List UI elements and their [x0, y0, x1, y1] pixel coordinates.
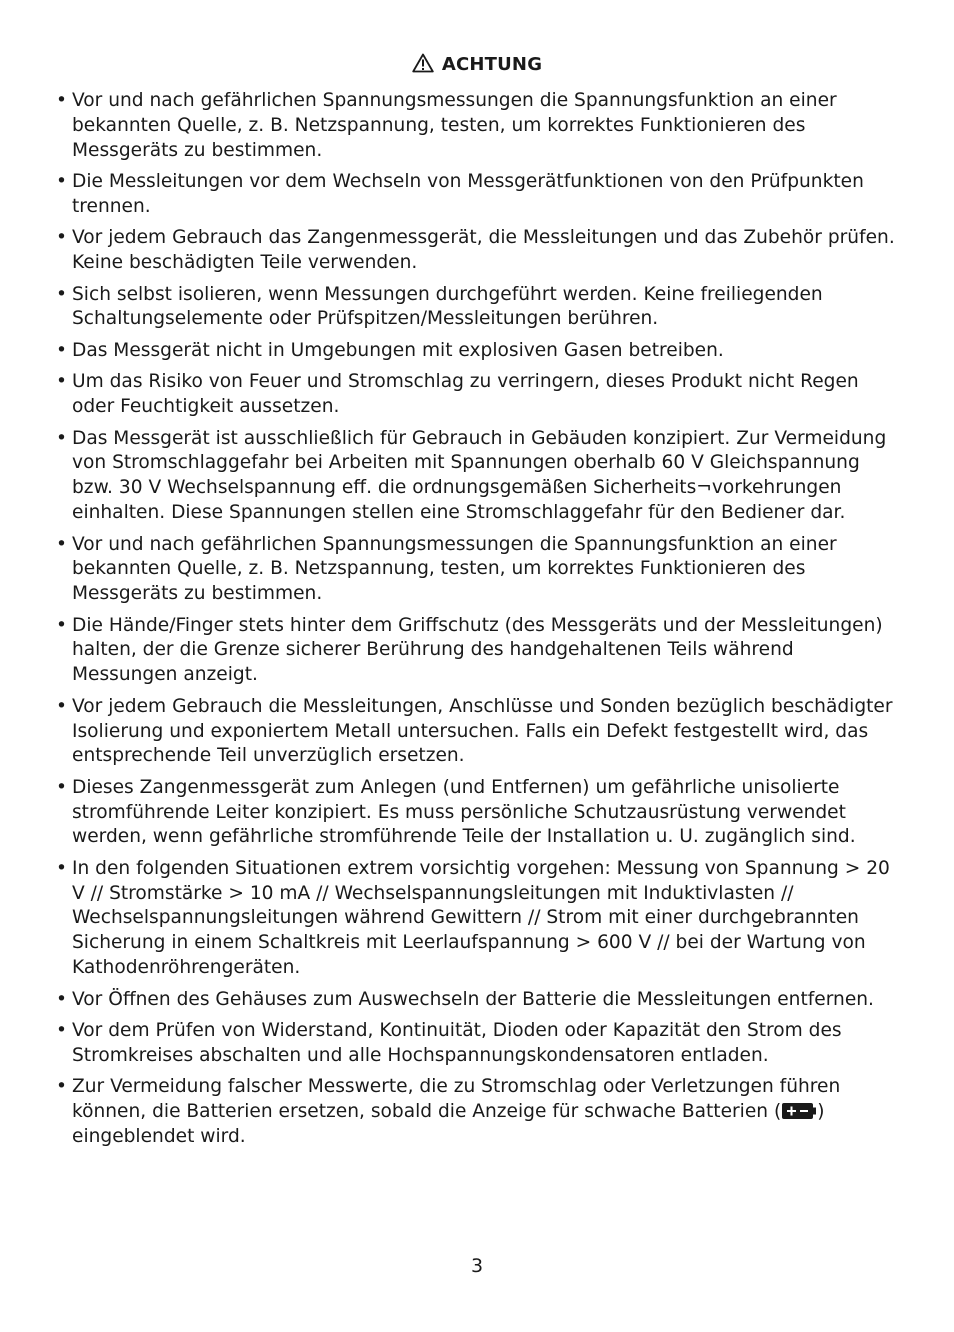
- list-item: [56, 226, 901, 276]
- list-item: [56, 370, 901, 420]
- bullet: •: [56, 1076, 67, 1098]
- bullet: •: [56, 533, 67, 555]
- list-item-text: Um das Risiko von Feuer und Stromschlag zu verringern, dieses Produkt nicht Regen oder Feuchtigkeit aussetzen.: [72, 371, 859, 418]
- low-battery-icon: [782, 1102, 816, 1120]
- list-item-text-end: ) eingeblendet wird.: [72, 1101, 825, 1147]
- bullet: •: [56, 695, 67, 717]
- list-item-text: Vor jedem Gebrauch das Zangenmessgerät, die Messleitungen und das Zubehör prüfen. Keine beschädigten Teile verwenden.: [72, 227, 895, 274]
- list-item: [56, 988, 901, 1013]
- list-item-text: In den folgenden Situationen extrem vorsichtig vorgehen: Messung von Spannung > 20 V // Stromstärke > 10 mA // Wechselspannungsleitungen mit Induktivlasten // Wechselspannungsleitungen während Gewittern // Strom mit einer durchgebrannten Sicherung in einem Schaltkreis mit Leerlaufspannung > 600 V // bei der Wartung von Kathodenröhrengeräten.: [72, 857, 890, 979]
- warning-triangle-icon: [412, 53, 434, 81]
- list-item: [56, 427, 901, 526]
- list-item: [56, 533, 901, 607]
- list-item-text: Vor dem Prüfen von Widerstand, Kontinuität, Dioden oder Kapazität den Strom des Stromkreises abschalten und alle Hochspannungskondensatoren entladen.: [72, 1020, 842, 1066]
- bullet: •: [56, 371, 67, 393]
- list-item-text: Das Messgerät nicht in Umgebungen mit explosiven Gasen betreiben.: [72, 339, 724, 361]
- bullet: •: [56, 339, 67, 361]
- bullet: •: [56, 776, 67, 798]
- list-item-battery: [56, 1075, 901, 1149]
- bullet: •: [56, 283, 67, 305]
- list-item-text: Sich selbst isolieren, wenn Messungen durchgeführt werden. Keine freiliegenden Schaltungselemente oder Prüfspitzen/Messleitungen berühren.: [72, 283, 823, 330]
- warning-heading-text: ACHTUNG: [441, 54, 543, 75]
- list-item-text: Das Messgerät ist ausschließlich für Gebrauch in Gebäuden konzipiert. Zur Vermeidung von Stromschlaggefahr bei Arbeiten mit Spannungen oberhalb 60 V Gleichspannung bzw. 30 V Wechselspannung eff. die ordnungsgemäßen Sicherheits¬vorkehrungen einhalten. Diese Spannungen stellen eine Stromschlaggefahr für den Bediener dar.: [72, 427, 887, 524]
- list-item-text: Vor jedem Gebrauch die Messleitungen, Anschlüsse und Sonden bezüglich beschädigter Isolierung und exponiertem Metall untersuchen. Falls ein Defekt festgestellt wird, das entsprechende Teil unverzüglich ersetzen.: [72, 695, 893, 767]
- list-item: [56, 776, 901, 850]
- list-item: [56, 339, 901, 364]
- list-item: [56, 170, 901, 220]
- bullet: •: [56, 1020, 67, 1042]
- list-item-text: Die Messleitungen vor dem Wechseln von Messgerätfunktionen von den Prüfpunkten trennen.: [72, 171, 864, 217]
- warning-heading: [0, 52, 954, 81]
- bullet: •: [56, 427, 67, 449]
- list-item: [56, 695, 901, 769]
- bullet: •: [56, 90, 67, 111]
- bullet: •: [56, 614, 67, 636]
- list-item-text: Dieses Zangenmessgerät zum Anlegen (und Entfernen) um gefährliche unisolierte stromführende Leiter konzipiert. Es muss persönliche Schutzausrüstung verwendet werden, wenn gefährliche stromführende Teile der Installation u. U. zugänglich sind.: [72, 776, 856, 848]
- bullet: •: [56, 857, 67, 879]
- list-item: [56, 857, 901, 981]
- bullet: •: [56, 171, 67, 193]
- list-item: [56, 283, 901, 333]
- bullet: •: [56, 988, 67, 1010]
- list-item: [56, 1019, 901, 1069]
- bullet: •: [56, 227, 67, 249]
- list-item-text: Zur Vermeidung falscher Messwerte, die zu Stromschlag oder Verletzungen führen können, die Batterien ersetzen, sobald die Anzeige für schwache Batterien (: [72, 1076, 841, 1123]
- list-item-text: Vor und nach gefährlichen Spannungsmessungen die Spannungsfunktion an einer bekannten Quelle, z. B. Netzspannung, testen, um korrektes Funktionieren des Messgeräts zu bestimmen.: [72, 533, 837, 605]
- warning-list: [56, 89, 901, 1156]
- list-item: [56, 89, 901, 163]
- list-item-text: Vor und nach gefährlichen Spannungsmessungen die Spannungsfunktion an einer bekannten Quelle, z. B. Netzspannung, testen, um korrektes Funktionieren des Messgeräts zu bestimmen.: [72, 90, 837, 161]
- page-number: 3: [470, 1255, 484, 1277]
- list-item: [56, 614, 901, 688]
- list-item-text: Die Hände/Finger stets hinter dem Griffschutz (des Messgeräts und der Messleitungen) halten, der die Grenze sicherer Berührung des handgehaltenen Teils während Messungen anzeigt.: [72, 614, 883, 686]
- list-item-text: Vor Öffnen des Gehäuses zum Auswechseln der Batterie die Messleitungen entfernen.: [72, 988, 874, 1010]
